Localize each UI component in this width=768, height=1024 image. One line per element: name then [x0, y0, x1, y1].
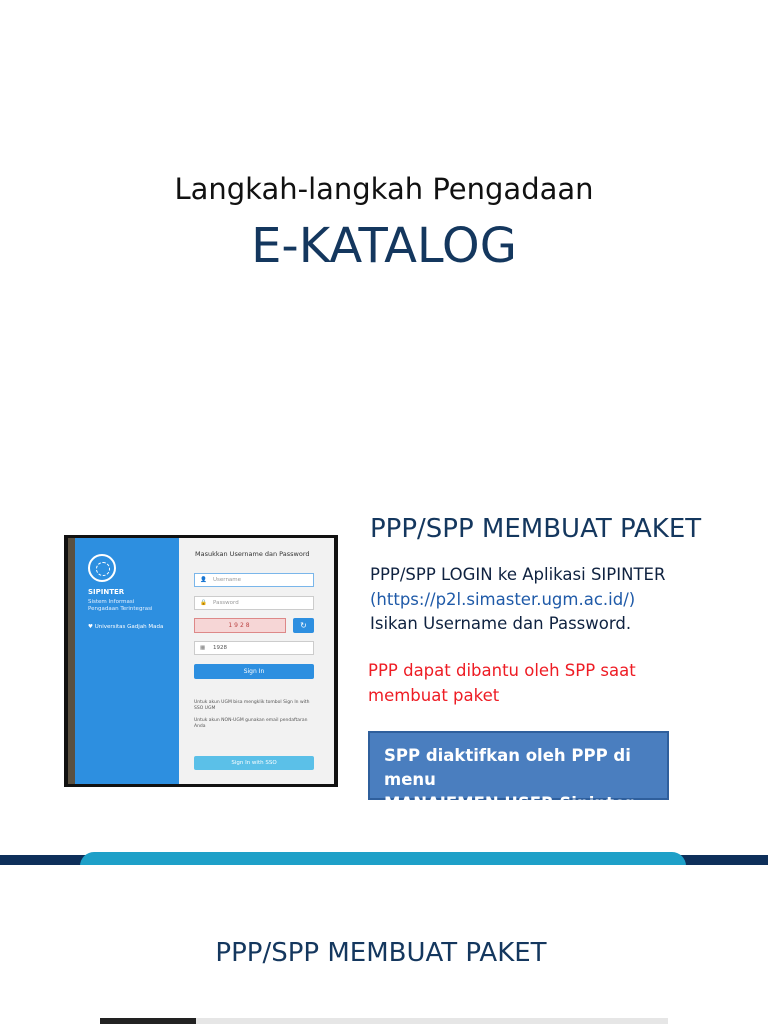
page-subtitle: Langkah-langkah Pengadaan: [174, 172, 594, 206]
username-input[interactable]: [194, 573, 314, 587]
note-red-line2: membuat paket: [368, 686, 500, 705]
captcha-input-value: 1928: [213, 645, 227, 651]
keyboard-icon: ▦: [200, 645, 206, 651]
university-link[interactable]: ♥ Universitas Gadjah Mada: [88, 624, 164, 630]
note-red-line1: PPP dapat dibantu oleh SPP saat: [368, 661, 636, 680]
form-title: Masukkan Username dan Password: [195, 550, 310, 558]
refresh-captcha-icon[interactable]: ↻: [293, 618, 314, 633]
username-placeholder: Username: [213, 577, 242, 583]
university-label: Universitas Gadjah Mada: [94, 624, 164, 630]
callout-line1: SPP diaktifkan oleh PPP di menu: [384, 746, 631, 789]
page-title: E-KATALOG: [251, 218, 517, 274]
callout-line2: MANAJEMEN USER Sipinter: [384, 794, 634, 813]
instruction-credentials: Isikan Username dan Password.: [370, 614, 632, 633]
note-ugm: Untuk akun UGM bisa mengklik tombol Sign In with SSO UGM: [194, 700, 310, 711]
password-input[interactable]: [194, 596, 314, 610]
section-heading: PPP/SPP MEMBUAT PAKET: [370, 514, 702, 544]
sso-sign-in-button[interactable]: Sign In with SSO: [194, 756, 314, 770]
sign-in-button[interactable]: Sign In: [194, 664, 314, 679]
instruction-login: PPP/SPP LOGIN ke Aplikasi SIPINTER: [370, 565, 666, 584]
password-placeholder: Password: [213, 600, 239, 606]
login-screenshot: [64, 535, 338, 787]
callout-box: [368, 731, 669, 813]
brand-subtitle-line2: Pengadaan Terintegrasi: [88, 606, 153, 612]
note-non-ugm: Untuk akun NON-UGM gunakan email pendaftaran Anda: [194, 718, 308, 729]
sipinter-url-link[interactable]: (https://p2l.simaster.ugm.ac.id/): [370, 590, 636, 609]
brand-name: SIPINTER: [88, 588, 125, 596]
lock-icon: 🔒: [200, 600, 207, 606]
brand-subtitle-line1: Sistem Informasi: [88, 599, 135, 605]
login-sidebar: [68, 538, 179, 784]
user-icon: 👤: [200, 577, 207, 583]
ugm-logo-icon: [88, 554, 116, 582]
next-slide-heading: PPP/SPP MEMBUAT PAKET: [215, 938, 547, 968]
captcha-image: 1928: [194, 618, 286, 633]
login-form: [179, 538, 334, 784]
captcha-input[interactable]: [194, 641, 314, 655]
